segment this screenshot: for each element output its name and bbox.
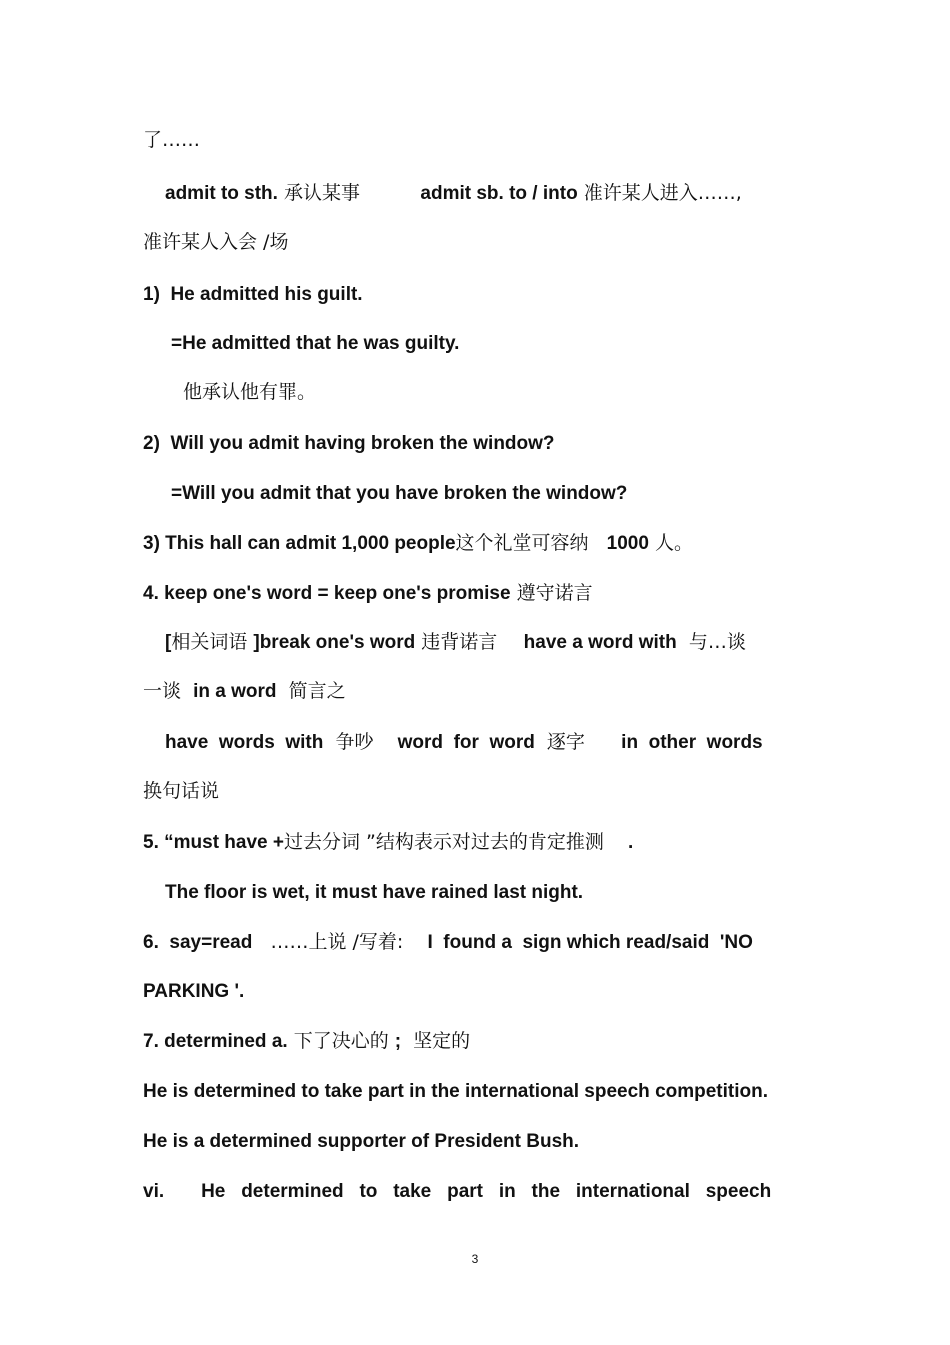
text-run: =Will you admit that you have broken the window?: [171, 483, 628, 504]
text-run: 3) This hall can admit 1,000 people: [143, 533, 456, 554]
text-run: 4. keep one's word = keep one's promise: [143, 583, 511, 604]
text-run: word for word: [397, 732, 535, 753]
text-run: 7. determined a.: [143, 1031, 288, 1052]
text-run: 他承认他有罪。: [183, 381, 317, 403]
text-run: 1000: [606, 533, 649, 554]
text-line: [171, 328, 459, 358]
text-run: in other words: [621, 732, 763, 753]
text-run: 违背诺言: [415, 631, 498, 653]
text-line: [143, 976, 244, 1006]
text-run: 承认某事: [277, 182, 360, 204]
text-run: 人。: [648, 532, 693, 554]
text-run: 坚定的: [401, 1030, 471, 1052]
text-run: 准许某人进入……,: [577, 182, 742, 204]
text-line: [165, 627, 746, 657]
page-number: 3: [471, 1252, 479, 1266]
text-run: 1) He admitted his guilt.: [143, 284, 363, 305]
text-line: [143, 776, 219, 806]
text-run: have a word with: [497, 632, 677, 653]
text-run: vi. He determined to take part in the international speech: [143, 1181, 772, 1202]
text-run: admit to sth.: [165, 183, 278, 204]
text-run: 与…谈: [676, 631, 746, 653]
text-line: [171, 478, 627, 508]
text-line: [143, 927, 753, 957]
text-line: [143, 1076, 768, 1106]
text-run: [360, 178, 420, 208]
text-run: =He admitted that he was guilty.: [171, 333, 460, 354]
text-run: 遵守诺言: [510, 582, 593, 604]
text-run: have words with: [165, 732, 324, 753]
text-run: .: [628, 832, 634, 853]
text-run: 2) Will you admit having broken the window?: [143, 433, 555, 454]
text-run: ;: [394, 1031, 402, 1052]
text-run: 准许某人入会 /场: [143, 231, 289, 253]
text-run: admit sb. to / into: [420, 183, 578, 204]
text-run: He is determined to take part in the international speech competition.: [143, 1081, 769, 1102]
text-run: 换句话说: [143, 780, 220, 802]
text-line: [165, 877, 583, 907]
text-run: 了……: [143, 129, 201, 151]
text-run: [: [165, 632, 172, 653]
text-run: 争吵: [323, 731, 398, 753]
text-line: [143, 1026, 470, 1056]
text-line: [143, 1126, 579, 1156]
text-run: The floor is wet, it must have rained last night.: [165, 882, 584, 903]
text-line: [143, 578, 593, 608]
text-run: I found a sign which read/said 'NO: [427, 932, 753, 953]
text-run: ……上说 /写着:: [252, 931, 428, 953]
text-run: in a word: [193, 681, 277, 702]
text-line: [183, 377, 316, 407]
text-run: 过去分词 ”结构表示对过去的肯定推测: [283, 831, 629, 853]
text-line: [165, 727, 763, 757]
text-run: 这个礼堂可容纳: [455, 532, 607, 554]
text-line: [143, 227, 288, 257]
text-run: PARKING '.: [143, 981, 245, 1002]
text-line: [143, 1176, 771, 1206]
text-line: [143, 125, 200, 155]
text-run: 一谈: [143, 680, 194, 702]
text-run: 相关词语: [171, 631, 254, 653]
text-line: [143, 279, 363, 309]
text-line: [165, 178, 742, 208]
text-line: [143, 676, 346, 706]
text-run: 下了决心的: [287, 1030, 395, 1052]
text-run: 逐字: [534, 731, 622, 753]
text-run: He is a determined supporter of President Bush.: [143, 1131, 580, 1152]
text-run: ]break one's word: [253, 632, 416, 653]
text-line: [143, 528, 693, 558]
text-run: 5. “must have +: [143, 832, 284, 853]
text-run: 6. say=read: [143, 932, 253, 953]
text-line: [143, 827, 633, 857]
text-line: [143, 428, 555, 458]
text-run: 简言之: [276, 680, 346, 702]
